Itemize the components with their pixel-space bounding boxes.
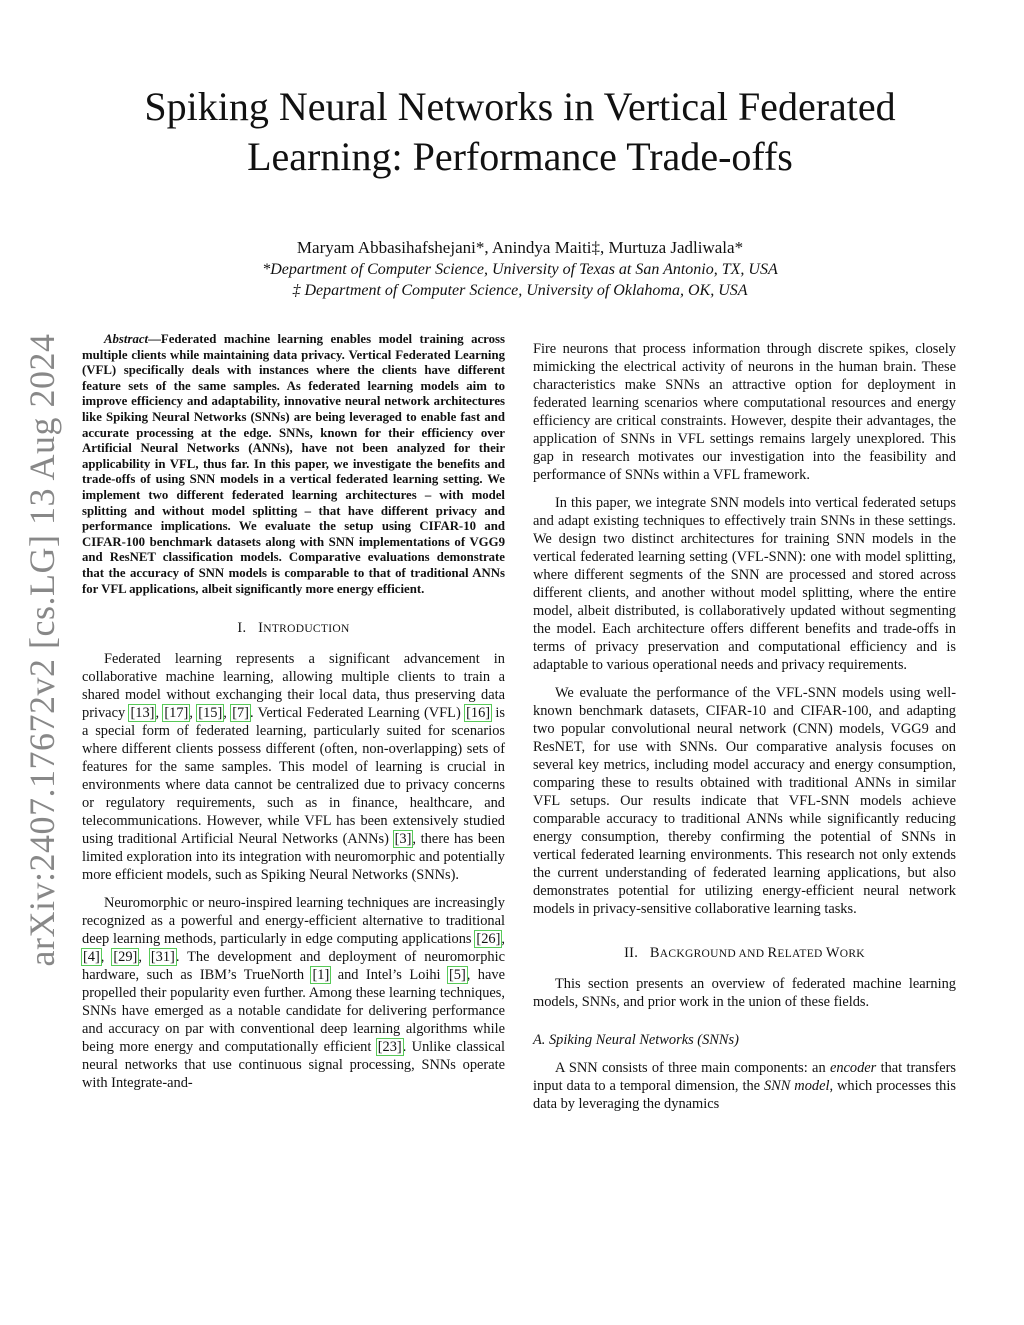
intro-paragraph-1: Federated learning represents a significant advancement in collaborative machine learning, allowing multiple clients to train a shared model without exchanging their local data, thus preserving data privacy [13], [17], [15], [7]. Vertical Federated Learning (VFL) [16] is a special form of federated learning, particularly suited for scenarios where different clients possess different (often, non-overlapping) sets of features for the same samples. This model of learning is crucial in environments where data cannot be centralized due to privacy concerns or regulatory requirements, such as in finance, healthcare, and telecommunications. However, while VFL has been extensively studied using traditional Artificial Neural Networks (ANNs) [3], there has been limited exploration into its integration with neuromorphic and potentially more efficient models, such as Spiking Neural Networks (SNNs). bbox=[82, 651, 505, 884]
author-list: Maryam Abbasihafshejani*, Anindya Maiti‡, Murtuza Jadliwala* bbox=[296, 238, 744, 257]
citation-link[interactable]: [7] bbox=[232, 705, 249, 722]
background-paragraph-2: A SNN consists of three main components: an encoder that transfers input data to a temporal dimension, the SNN model, which processes this data by leveraging the dynamics bbox=[533, 1060, 957, 1112]
title-line-1: Spiking Neural Networks in Vertical Federated bbox=[144, 84, 896, 129]
citation-link[interactable]: [23] bbox=[377, 1039, 402, 1056]
title-line-2: Learning: Performance Trade-offs bbox=[247, 134, 793, 179]
affiliation-ou: ‡ Department of Computer Science, University of Oklahoma, OK, USA bbox=[292, 282, 748, 299]
intro-paragraph-4: In this paper, we integrate SNN models into vertical federated setups and adapt existing techniques to effectively train SNNs in these settings. We design two distinct architectures for training SNN models in the vertical federated learning setting (VFL-SNN): one with model splitting, where different segments of the SNN are processed and stored across different clients, and another without model splitting, where the entire model, albeit distributed, is collaboratively updated without segmenting the model. Each architecture offers different benefits and trade-offs in terms of privacy preservation and computational efficiency and is adaptable to various operational needs and privacy requirements. bbox=[533, 495, 956, 673]
citation-link[interactable]: [3] bbox=[394, 831, 412, 848]
arxiv-identifier: arXiv:2407.17672v2 [cs.LG] 13 Aug 2024 bbox=[22, 333, 62, 967]
section-heading-introduction: I. INTRODUCTION bbox=[237, 620, 350, 637]
citation-link[interactable]: [29] bbox=[113, 949, 138, 966]
intro-paragraph-2: Neuromorphic or neuro-inspired learning techniques are increasingly recognized as a powerful and energy-efficient alternative to traditional deep learning methods, particularly in edge computing applications [26], [4], [29], [31]. The development and deployment of neuromorphic hardware, such as IBM’s TrueNorth [1] and Intel’s Loihi [5], have propelled their popularity even further. Among these learning techniques, SNNs have emerged as a notable candidate for delivering performance and accuracy on par with conventional deep learning algorithms while being more energy and computationally efficient [23]. Unlike classical neural networks that use continuous signal processing, SNNs operate with Integrate-and- bbox=[82, 895, 505, 1092]
intro-paragraph-3: Fire neurons that process information through discrete spikes, closely mimicking the electrical activity of neurons in the human brain. These characteristics make SNNs an attractive option for deployment in federated learning scenarios where computational resources and energy efficiency are critical constraints. However, despite their advantages, the application of SNNs in VFL settings remains largely unexplored. This gap in research motivates our investigation into the feasibility and performance of SNNs within a VFL framework. bbox=[533, 341, 956, 483]
citation-link[interactable]: [16] bbox=[466, 705, 491, 722]
intro-paragraph-5: We evaluate the performance of the VFL-SNN models using well-known benchmark datasets, CIFAR-10 and CIFAR-100, and adapting two popular convolutional neural network (CNN) models, VGG9 and ResNET, for use with SNNs. Our comparative analysis focuses on several key metrics, including model accuracy and energy consumption, comparing these to results obtained with traditional ANNs in similar VFL setups. Our results indicate that VFL-SNN models achieve comparable accuracy to traditional ANNs while significantly reducing energy consumption, thereby confirming the potential of SNNs in vertical federated learning environments. This research not only extends the current understanding of federated learning applications, but also demonstrates potential for utilizing energy-efficient neural network models in privacy-sensitive collaborative learning tasks. bbox=[533, 685, 956, 917]
affiliation-utsa: *Department of Computer Science, University of Texas at San Antonio, TX, USA bbox=[262, 261, 778, 278]
citation-link[interactable]: [17] bbox=[164, 705, 189, 722]
left-column bbox=[82, 332, 505, 1092]
subsection-heading-snn: A. Spiking Neural Networks (SNNs) bbox=[533, 1032, 739, 1048]
citation-link[interactable]: [31] bbox=[150, 949, 175, 966]
citation-link[interactable]: [26] bbox=[476, 931, 501, 948]
arxiv-sidebar bbox=[12, 333, 72, 967]
abstract-text: —Federated machine learning enables model training across multiple clients while maintaining data privacy. Vertical Federated Learning (VFL) specifically deals with instances where the clients have different feature sets of the same samples. As federated learning models aim to improve efficiency and adaptability, innovative neural network architectures like Spiking Neural Networks (SNNs) are being leveraged to enable fast and accurate processing at the edge. SNNs, known for their efficiency over Artificial Neural Networks (ANNs), have not been analyzed for their applicability in VFL, thus far. In this paper, we investigate the benefits and trade-offs of using SNN models in a vertical federated learning setting. We implement two different federated learning architectures – with model splitting and without model splitting – that have different privacy and performance implications. We evaluate the setup using CIFAR-10 and CIFAR-100 benchmark datasets along with SNN implementations of VGG9 and ResNET classification models. Comparative evaluations demonstrate that the accuracy of SNN models is comparable to that of traditional ANNs for VFL applications, albeit significantly more energy efficient. bbox=[82, 332, 505, 596]
paper-title bbox=[80, 82, 960, 182]
right-column bbox=[533, 340, 956, 1113]
citation-link[interactable]: [13] bbox=[130, 705, 155, 722]
abstract bbox=[82, 332, 505, 597]
citation-link[interactable]: [4] bbox=[83, 949, 100, 966]
citation-link[interactable]: [15] bbox=[198, 705, 223, 722]
section-number: I. bbox=[237, 620, 247, 637]
citation-link[interactable]: [5] bbox=[448, 967, 466, 984]
background-paragraph-1: This section presents an overview of federated machine learning models, SNNs, and prior work in the union of these fields. bbox=[533, 976, 956, 1010]
citation-link[interactable]: [1] bbox=[312, 967, 330, 984]
abstract-label: Abstract bbox=[104, 332, 149, 346]
section-heading-background: II. BACKGROUND AND RELATED WORK bbox=[624, 945, 865, 961]
